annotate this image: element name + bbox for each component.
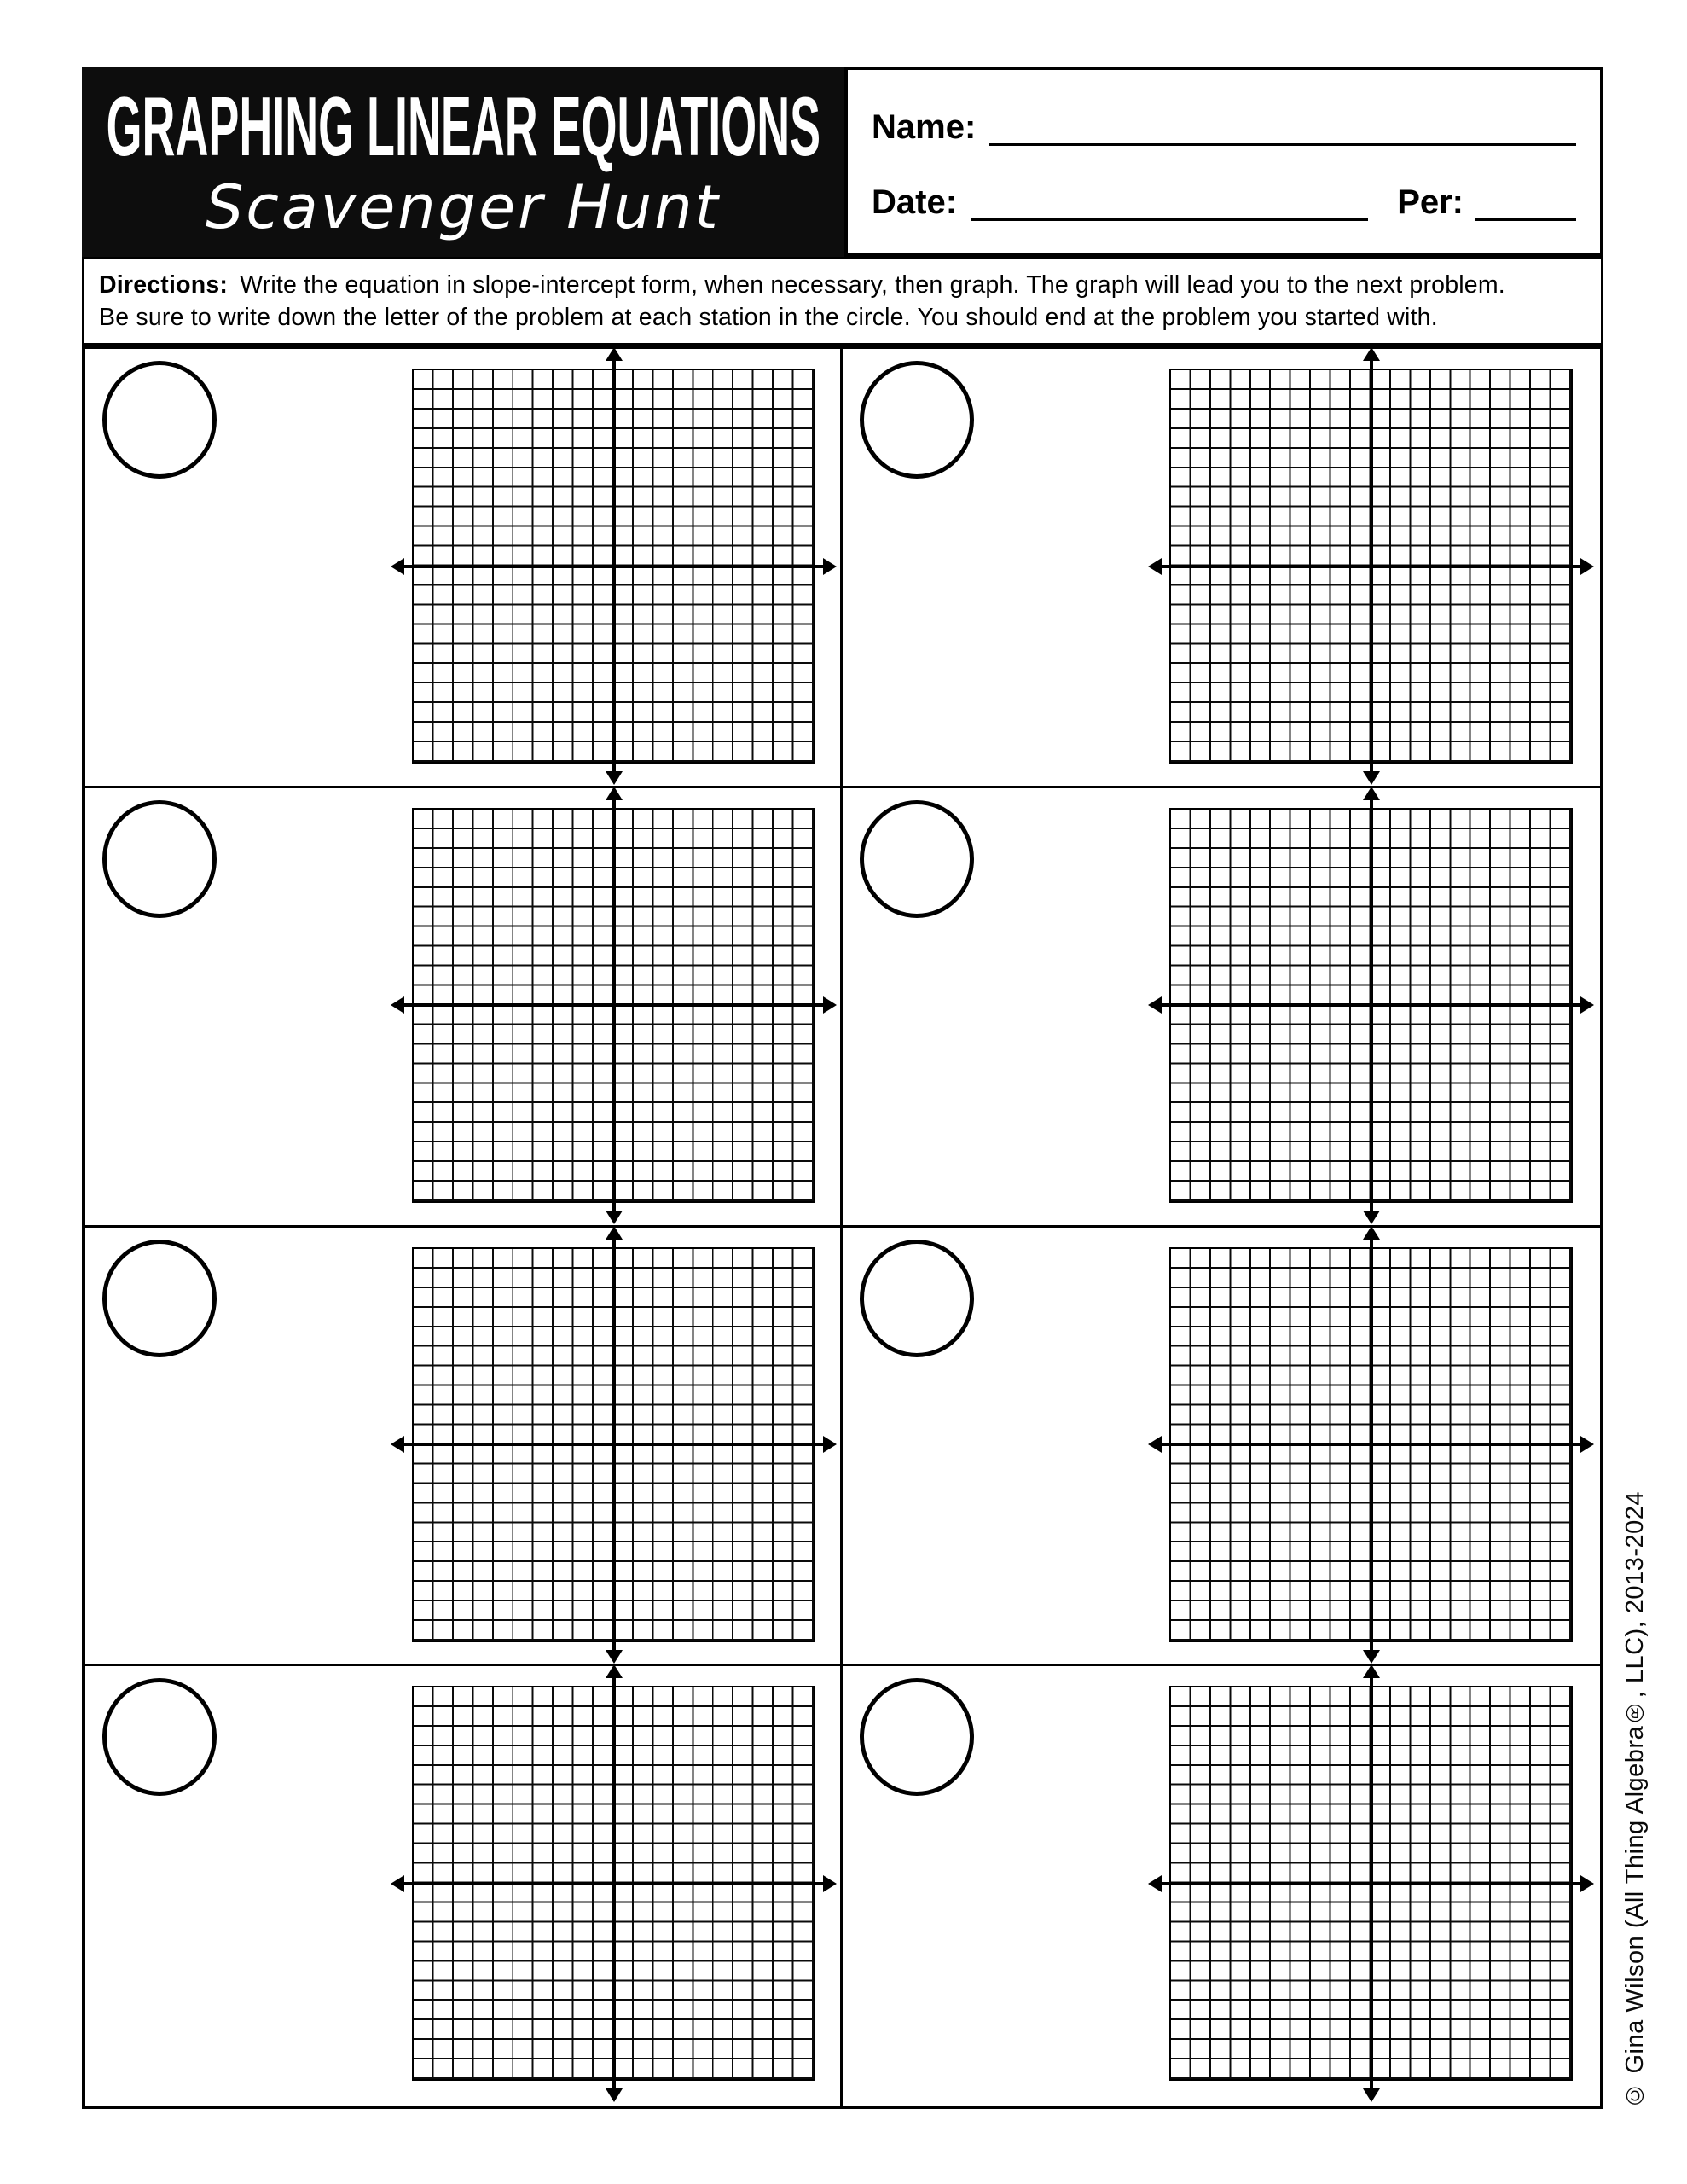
directions-text-2: Be sure to write down the letter of the problem at each station in the circle. You should end at the problem you started with. <box>99 304 1438 331</box>
y-axis <box>612 1239 616 1651</box>
coordinate-grid[interactable] <box>1169 808 1573 1203</box>
y-axis <box>1370 360 1373 772</box>
problem-cell <box>843 788 1600 1228</box>
directions-line-1 <box>99 269 1586 301</box>
problem-cell <box>85 1666 843 2106</box>
problem-cell <box>85 788 843 1228</box>
directions-box <box>82 257 1603 346</box>
y-axis <box>1370 799 1373 1211</box>
date-input-line[interactable] <box>971 182 1368 221</box>
student-info-box <box>844 67 1603 257</box>
coordinate-grid[interactable] <box>412 1686 815 2081</box>
coordinate-grid[interactable] <box>1169 1686 1573 2081</box>
y-axis <box>1370 1677 1373 2089</box>
answer-letter-circle[interactable] <box>102 1240 217 1357</box>
y-axis <box>1370 1239 1373 1651</box>
y-axis <box>612 799 616 1211</box>
name-label: Name: <box>872 107 977 146</box>
answer-letter-circle[interactable] <box>102 800 217 918</box>
title-banner <box>82 67 844 257</box>
problem-cell <box>843 1666 1600 2106</box>
problem-cell <box>85 1228 843 1667</box>
answer-letter-circle[interactable] <box>860 800 974 918</box>
y-axis <box>612 1677 616 2089</box>
answer-letter-circle[interactable] <box>860 361 974 479</box>
problem-cell <box>843 349 1600 788</box>
page-title: GRAPHING LINEAR EQUATIONS <box>106 78 820 173</box>
coordinate-grid[interactable] <box>412 808 815 1203</box>
per-input-line[interactable] <box>1475 182 1576 221</box>
per-label: Per: <box>1397 183 1464 221</box>
header <box>82 67 1603 257</box>
problem-cell <box>85 349 843 788</box>
name-field-row <box>872 107 1576 146</box>
directions-label: Directions: <box>99 271 229 299</box>
y-axis <box>612 360 616 772</box>
directions-text-1: Write the equation in slope-intercept form, when necessary, then graph. The graph will lead you to the next problem. <box>240 271 1505 299</box>
date-label: Date: <box>872 183 958 221</box>
coordinate-grid[interactable] <box>1169 1247 1573 1642</box>
coordinate-grid[interactable] <box>412 1247 815 1642</box>
name-input-line[interactable] <box>989 107 1576 146</box>
answer-letter-circle[interactable] <box>860 1678 974 1796</box>
page-subtitle: Scavenger Hunt <box>205 171 722 242</box>
answer-letter-circle[interactable] <box>860 1240 974 1357</box>
problems-grid <box>82 346 1603 2109</box>
answer-letter-circle[interactable] <box>102 361 217 479</box>
date-per-field-row <box>872 182 1576 221</box>
coordinate-grid[interactable] <box>412 369 815 764</box>
coordinate-grid[interactable] <box>1169 369 1573 764</box>
copyright-text: © Gina Wilson (All Thing Algebra®, LLC), 2013-2024 <box>1621 1491 1649 2109</box>
answer-letter-circle[interactable] <box>102 1678 217 1796</box>
problem-cell <box>843 1228 1600 1667</box>
